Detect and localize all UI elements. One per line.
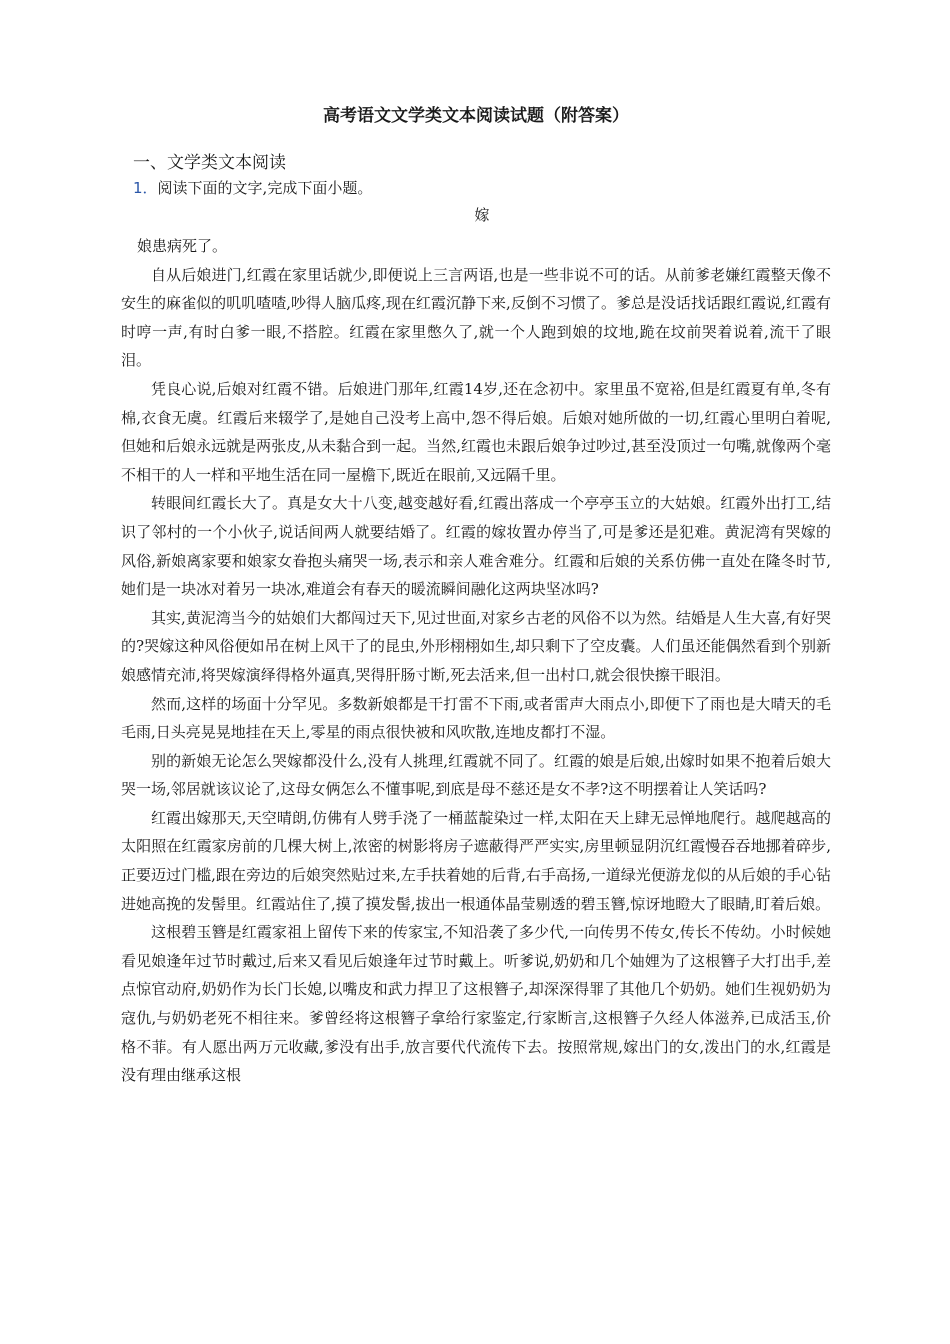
- story-paragraph: 其实,黄泥湾当今的姑娘们大都闯过天下,见过世面,对家乡古老的风俗不以为然。结婚是人生大喜,有好哭的?哭嫁这种风俗便如吊在树上风干了的昆虫,外形栩栩如生,却只剩下了空皮囊。人们虽还能偶然看到个别新娘感情充沛,将哭嫁演绎得格外逼真,哭得肝肠寸断,死去活来,但一出村口,就会很快擦干眼泪。: [121, 608, 831, 684]
- section-heading: 一、文学类文本阅读: [133, 153, 286, 173]
- question-text: 阅读下面的文字,完成下面小题。: [157, 179, 373, 197]
- document-page: [121, 104, 831, 1090]
- story-paragraph: 别的新娘无论怎么哭嫁都没什么,没有人挑理,红霞就不同了。红霞的娘是后娘,出嫁时如果不抱着后娘大哭一场,邻居就该议论了,这母女俩怎么不懂事呢,到底是母不慈还是女不孝?这不明摆着让人笑话吗?: [121, 751, 831, 799]
- story-paragraph: 然而,这样的场面十分罕见。多数新娘都是干打雷不下雨,或者雷声大雨点小,即便下了雨也是大晴天的毛毛雨,日头亮晃晃地挂在天上,零星的雨点很快被和风吹散,连地皮都打不湿。: [121, 694, 831, 742]
- story-paragraph: 娘患病死了。: [137, 237, 228, 255]
- document-title: 高考语文文学类文本阅读试题（附答案）: [323, 106, 629, 126]
- story-paragraph: 这根碧玉簪是红霞家祖上留传下来的传家宝,不知沿袭了多少代,一向传男不传女,传长不传幼。小时候她看见娘逢年过节时戴过,后来又看见后娘逢年过节时戴上。听爹说,奶奶和几个妯娌为了这根簪子大打出手,差点惊官动府,奶奶作为长门长媳,以嘴皮和武力捍卫了这根簪子,却深深得罪了其他几个奶奶。她们生视奶奶为寇仇,与奶奶老死不相往来。爹曾经将这根簪子拿给行家鉴定,行家断言,这根簪子久经人体滋养,已成活玉,价格不菲。有人愿出两万元收藏,爹没有出手,放言要代代流传下去。按照常规,嫁出门的女,泼出门的水,红霞是没有理由继承这根: [121, 923, 831, 1085]
- story-paragraph: 红霞出嫁那天,天空晴朗,仿佛有人劈手浇了一桶蓝靛染过一样,太阳在天上肆无忌惮地爬行。越爬越高的太阳照在红霞家房前的几棵大树上,浓密的树影将房子遮蔽得严严实实,房里顿显阴沉红霞慢吞吞地挪着碎步,正要迈过门槛,跟在旁边的后娘突然贴过来,左手扶着她的后背,右手高扬,一道绿光便游龙似的从后娘的手心钻进她高挽的发髻里。红霞站住了,摸了摸发髻,拔出一根通体晶莹剔透的碧玉簪,惊讶地瞪大了眼睛,盯着后娘。: [121, 808, 831, 913]
- story-title: 嫁: [474, 206, 490, 224]
- question-prompt: [121, 177, 831, 199]
- story-paragraph: 转眼间红霞长大了。真是女大十八变,越变越好看,红霞出落成一个亭亭玉立的大姑娘。红霞外出打工,结识了邻村的一个小伙子,说话间两人就要结婚了。红霞的嫁妆置办停当了,可是爹还是犯难。黄泥湾有哭嫁的风俗,新娘离家要和娘家女眷抱头痛哭一场,表示和亲人难舍难分。红霞和后娘的关系仿佛一直处在隆冬时节,她们是一块冰对着另一块冰,难道会有春天的暖流瞬间融化这两块坚冰吗?: [121, 494, 831, 599]
- story-paragraph: 凭良心说,后娘对红霞不错。后娘进门那年,红霞14岁,还在念初中。家里虽不宽裕,但是红霞夏有单,冬有棉,衣食无虞。红霞后来辍学了,是她自己没考上高中,怨不得后娘。后娘对她所做的一切,红霞心里明白着呢,但她和后娘永远就是两张皮,从未黏合到一起。当然,红霞也未跟后娘争过吵过,甚至没顶过一句嘴,就像两个毫不相干的人一样和平地生活在同一屋檐下,既近在眼前,又远隔千里。: [121, 379, 831, 484]
- question-number: 1．: [133, 179, 158, 197]
- story-paragraph: 自从后娘进门,红霞在家里话就少,即便说上三言两语,也是一些非说不可的话。从前爹老嫌红霞整天像不安生的麻雀似的叽叽喳喳,吵得人脑瓜疼,现在红霞沉静下来,反倒不习惯了。爹总是没话找话跟红霞说,红霞有时哼一声,有时白爹一眼,不搭腔。红霞在家里憋久了,就一个人跑到娘的坟地,跪在坟前哭着说着,流干了眼泪。: [121, 265, 831, 370]
